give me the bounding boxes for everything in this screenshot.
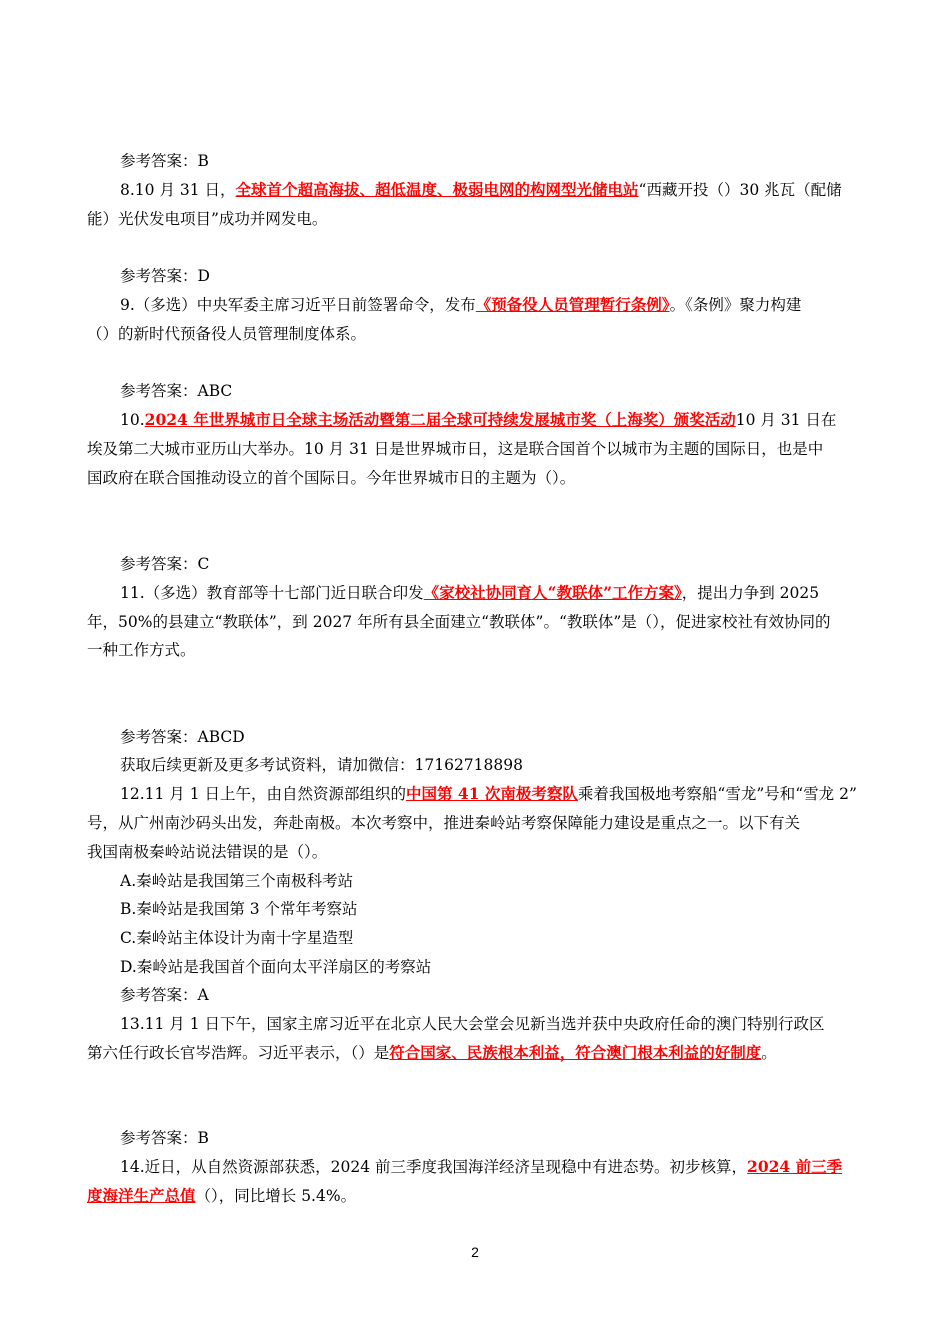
q8-highlight: 全球首个超高海拔、超低温度、极弱电网的构网型光储电站 (235, 180, 639, 199)
q12-prefix: 12.11 月 1 日上午，由自然资源部组织的 (120, 785, 407, 803)
q14-highlight-2: 度海洋生产总值 (87, 1186, 196, 1205)
q12-option-a: A.秦岭站是我国第三个南极科考站 (120, 872, 354, 890)
q12-stem-line1 (120, 784, 868, 804)
q9-answer: 参考答案：ABC (120, 382, 233, 400)
q10-answer: 参考答案：C (120, 555, 210, 573)
q13-stem-line1: 13.11 月 1 日下午，国家主席习近平在北京人民大会堂会见新当选并获中央政府任命的澳门特别行政区 (120, 1015, 825, 1033)
q8-answer: 参考答案：D (120, 267, 210, 285)
q12-option-c: C.秦岭站主体设计为南十字星造型 (120, 929, 354, 947)
q8-stem-line2: 能）光伏发电项目”成功并网发电。 (87, 210, 328, 228)
q7-answer: 参考答案：B (120, 152, 209, 170)
q12-answer: 参考答案：A (120, 986, 209, 1004)
q10-highlight: 2024 年世界城市日全球主场活动暨第二届全球可持续发展城市奖（上海奖）颁奖活动 (144, 410, 736, 429)
q10-stem-line2: 埃及第二大城市亚历山大举办。10 月 31 日是世界城市日，这是联合国首个以城市为主题的国际日，也是中 (87, 440, 824, 458)
q13-answer: 参考答案：B (120, 1129, 209, 1147)
q10-stem-line1 (120, 410, 868, 430)
q11-answer: 参考答案：ABCD (120, 728, 245, 746)
q10-suffix: 10 月 31 日在 (735, 411, 837, 429)
q8-prefix: 8.10 月 31 日， (120, 181, 236, 199)
q11-stem-line1 (120, 583, 868, 603)
page-number: 2 (471, 1244, 479, 1260)
q10-stem-line3: 国政府在联合国推动设立的首个国际日。今年世界城市日的主题为（）。 (87, 469, 576, 487)
q9-stem-line1 (120, 295, 900, 315)
q12-suffix: 乘着我国极地考察船“雪龙”号和“雪龙 2” (577, 785, 857, 803)
q12-option-d: D.秦岭站是我国首个面向太平洋扇区的考察站 (120, 958, 432, 976)
q9-stem-line2: （）的新时代预备役人员管理制度体系。 (87, 325, 367, 343)
q9-highlight: 《预备役人员管理暂行条例》 (475, 295, 670, 314)
q14-prefix: 14.近日，从自然资源部获悉，2024 前三季度我国海洋经济呈现稳中有进态势。初步核算， (120, 1158, 748, 1176)
q8-stem-line1 (120, 180, 900, 200)
q10-prefix: 10. (120, 411, 145, 429)
q9-prefix: 9.（多选）中央军委主席习近平日前签署命令，发布 (120, 296, 476, 314)
q14-stem-line1 (120, 1157, 868, 1177)
q13-suffix: 。 (761, 1044, 777, 1062)
q8-suffix: “西藏开投（）30 兆瓦（配储 (638, 181, 842, 199)
promo-line: 获取后续更新及更多考试资料，请加微信：17162718898 (120, 756, 523, 774)
q11-highlight: 《家校社协同育人“教联体”工作方案》 (423, 583, 682, 602)
q11-suffix: ，提出力争到 2025 (681, 584, 820, 602)
q9-suffix: 。《条例》聚力构建 (669, 296, 802, 314)
q11-stem-line2: 年，50%的县建立“教联体”，到 2027 年所有县全面建立“教联体”。“教联体”是（），促进家校社有效协同的 (87, 613, 831, 631)
q14-stem-line2 (87, 1186, 867, 1206)
q13-highlight: 符合国家、民族根本利益，符合澳门根本利益的好制度 (389, 1043, 762, 1062)
q11-prefix: 11.（多选）教育部等十七部门近日联合印发 (120, 584, 424, 602)
q12-stem-line2: 号，从广州南沙码头出发，奔赴南极。本次考察中，推进秦岭站考察保障能力建设是重点之一。以下有关 (87, 814, 801, 832)
q14-suffix: （），同比增长 5.4%。 (195, 1187, 357, 1205)
q13-prefix: 第六任行政长官岑浩辉。习近平表示，（）是 (87, 1044, 390, 1062)
q13-stem-line2 (87, 1043, 867, 1063)
q12-highlight: 中国第 41 次南极考察队 (406, 784, 578, 803)
q14-highlight-1: 2024 前三季 (747, 1157, 843, 1176)
q12-stem-line3: 我国南极秦岭站说法错误的是（）。 (87, 843, 328, 861)
q11-stem-line3: 一种工作方式。 (87, 641, 196, 659)
q12-option-b: B.秦岭站是我国第 3 个常年考察站 (120, 900, 358, 918)
